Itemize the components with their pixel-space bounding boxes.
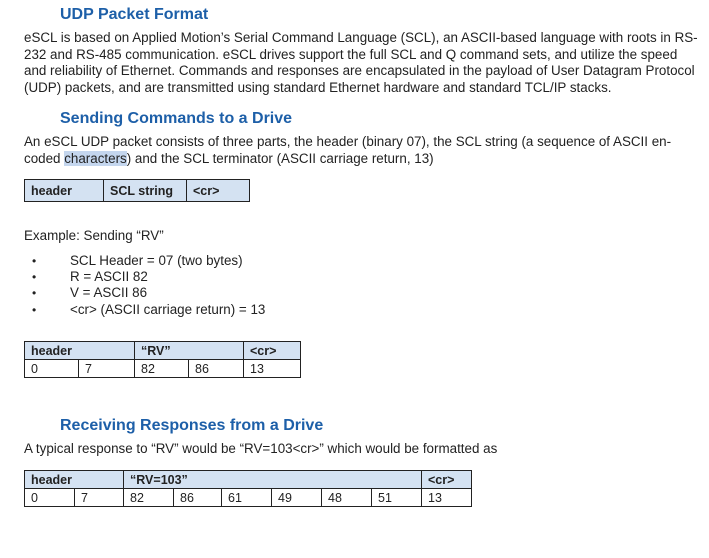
header-cell: header bbox=[25, 180, 104, 202]
udp-intro-line-1: eSCL is based on Applied Motion’s Serial Command Language (SCL), an ASCII-based language with roots in RS- bbox=[24, 30, 698, 45]
value-cell: 13 bbox=[244, 360, 301, 378]
value-cell: 7 bbox=[79, 360, 135, 378]
highlighted-characters: characters bbox=[64, 150, 127, 166]
value-cell: 51 bbox=[372, 489, 422, 507]
list-item: • <cr> (ASCII carriage return) = 13 bbox=[32, 302, 265, 318]
udp-intro-paragraph bbox=[24, 30, 696, 96]
value-cell: 82 bbox=[135, 360, 189, 378]
value-cell: 48 bbox=[322, 489, 372, 507]
example-label: Example: Sending “RV” bbox=[24, 228, 164, 243]
list-item: • SCL Header = 07 (two bytes) bbox=[32, 253, 265, 269]
value-cell: 7 bbox=[75, 489, 124, 507]
udp-intro-line-4: (UDP) packets, and are transmitted using standard Ethernet hardware and standard TCL/IP stacks. bbox=[24, 79, 612, 95]
cr-cell: <cr> bbox=[187, 180, 250, 202]
table-row bbox=[25, 342, 301, 360]
receiving-responses-heading: Receiving Responses from a Drive bbox=[60, 417, 324, 434]
value-cell: 0 bbox=[25, 360, 79, 378]
rv-103-string-cell: “RV=103” bbox=[124, 471, 422, 489]
value-cell: 61 bbox=[222, 489, 272, 507]
value-cell: 49 bbox=[272, 489, 322, 507]
cr-cell: <cr> bbox=[422, 471, 472, 489]
sending-commands-heading: Sending Commands to a Drive bbox=[60, 110, 293, 127]
list-item: • V = ASCII 86 bbox=[32, 285, 265, 301]
cr-cell: <cr> bbox=[244, 342, 301, 360]
rv-response-table bbox=[24, 470, 472, 507]
table-row bbox=[25, 489, 472, 507]
table-row bbox=[25, 471, 472, 489]
header-cell: header bbox=[25, 471, 124, 489]
sending-line-2-post: ) and the SCL terminator (ASCII carriage return, 13) bbox=[126, 150, 434, 166]
udp-intro-line-2: 232 and RS-485 communication. eSCL drives support the full SCL and Q command sets, and utilize the speed bbox=[24, 46, 678, 62]
udp-intro-line-3: and reliability of Ethernet. Commands and responses are encapsulated in the payload of User Datagram Protocol bbox=[24, 63, 695, 78]
value-cell: 82 bbox=[124, 489, 174, 507]
sending-line-2 bbox=[24, 151, 696, 168]
value-cell: 0 bbox=[25, 489, 75, 507]
example-bullet-list bbox=[32, 253, 265, 318]
packet-structure-table bbox=[24, 179, 250, 202]
scl-string-cell: SCL string bbox=[104, 180, 187, 202]
list-item: • R = ASCII 82 bbox=[32, 269, 265, 285]
value-cell: 86 bbox=[189, 360, 244, 378]
sending-line-2-pre: coded bbox=[24, 150, 65, 166]
receiving-responses-paragraph: A typical response to “RV” would be “RV=103<cr>” which would be formatted as bbox=[24, 441, 498, 456]
sending-commands-paragraph bbox=[24, 134, 696, 167]
table-row bbox=[25, 180, 250, 202]
value-cell: 13 bbox=[422, 489, 472, 507]
header-cell: header bbox=[25, 342, 135, 360]
sending-line-1: An eSCL UDP packet consists of three parts, the header (binary 07), the SCL string (a sequence of ASCII en- bbox=[24, 134, 672, 149]
udp-packet-format-heading: UDP Packet Format bbox=[60, 6, 209, 23]
rv-command-table bbox=[24, 341, 301, 378]
table-row bbox=[25, 360, 301, 378]
value-cell: 86 bbox=[174, 489, 222, 507]
rv-string-cell: “RV” bbox=[135, 342, 244, 360]
